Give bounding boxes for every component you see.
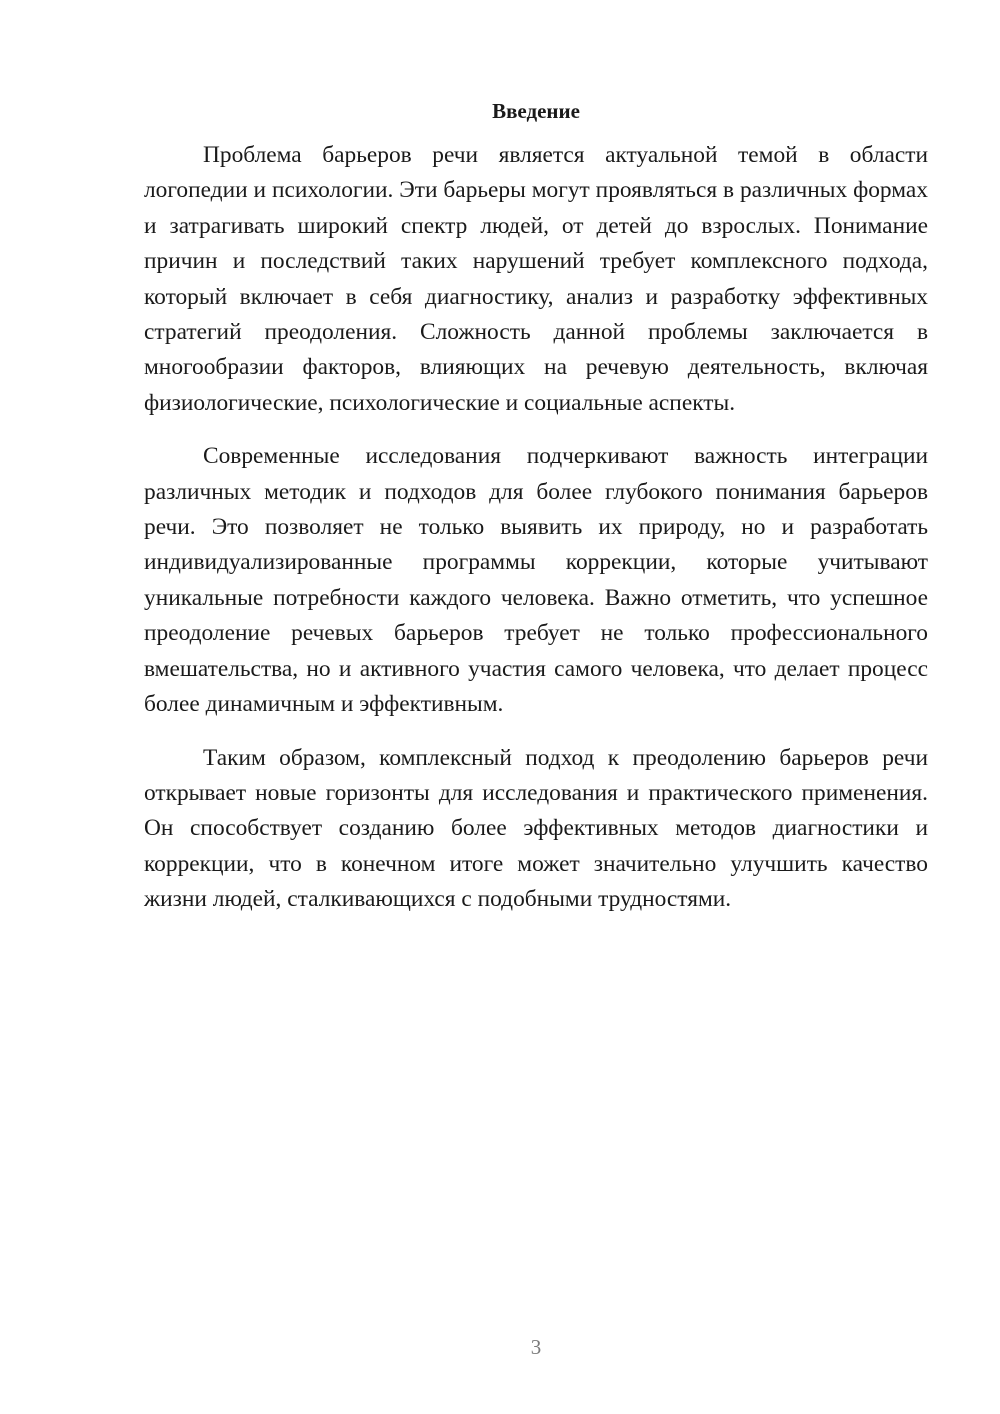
section-heading: Введение: [492, 99, 580, 123]
page-number: 3: [530, 1335, 542, 1359]
paragraph-2: Современные исследования подчеркивают важность интеграции различных методик и подходов для более глубокого понимания барьеров речи. Это позволяет не только выявить их природу, но и разработать индивидуализированные программы коррекции, которые учитывают уникальные потребности каждого человека. Важно отметить, что успешное преодоление речевых барьеров требует не только профессионального вмешательства, но и активного участия самого человека, что делает процесс более динамичным и эффективным.: [144, 443, 928, 718]
page-content: [144, 96, 928, 936]
paragraph-3: Таким образом, комплексный подход к преодолению барьеров речи открывает новые горизонты для исследования и практического применения. Он способствует созданию более эффективных методов диагностики и коррекции, что в конечном итоге может значительно улучшить качество жизни людей, сталкивающихся с подобными трудностями.: [144, 744, 928, 913]
paragraph-1: Проблема барьеров речи является актуальной темой в области логопедии и психологии. Эти барьеры могут проявляться в различных формах и затрагивать широкий спектр людей, от детей до взрослых. Понимание причин и последствий таких нарушений требует комплексного подхода, который включает в себя диагностику, анализ и разработку эффективных стратегий преодоления. Сложность данной проблемы заключается в многообразии факторов, влияющих на речевую деятельность, включая физиологические, психологические и социальные аспекты.: [144, 142, 928, 416]
